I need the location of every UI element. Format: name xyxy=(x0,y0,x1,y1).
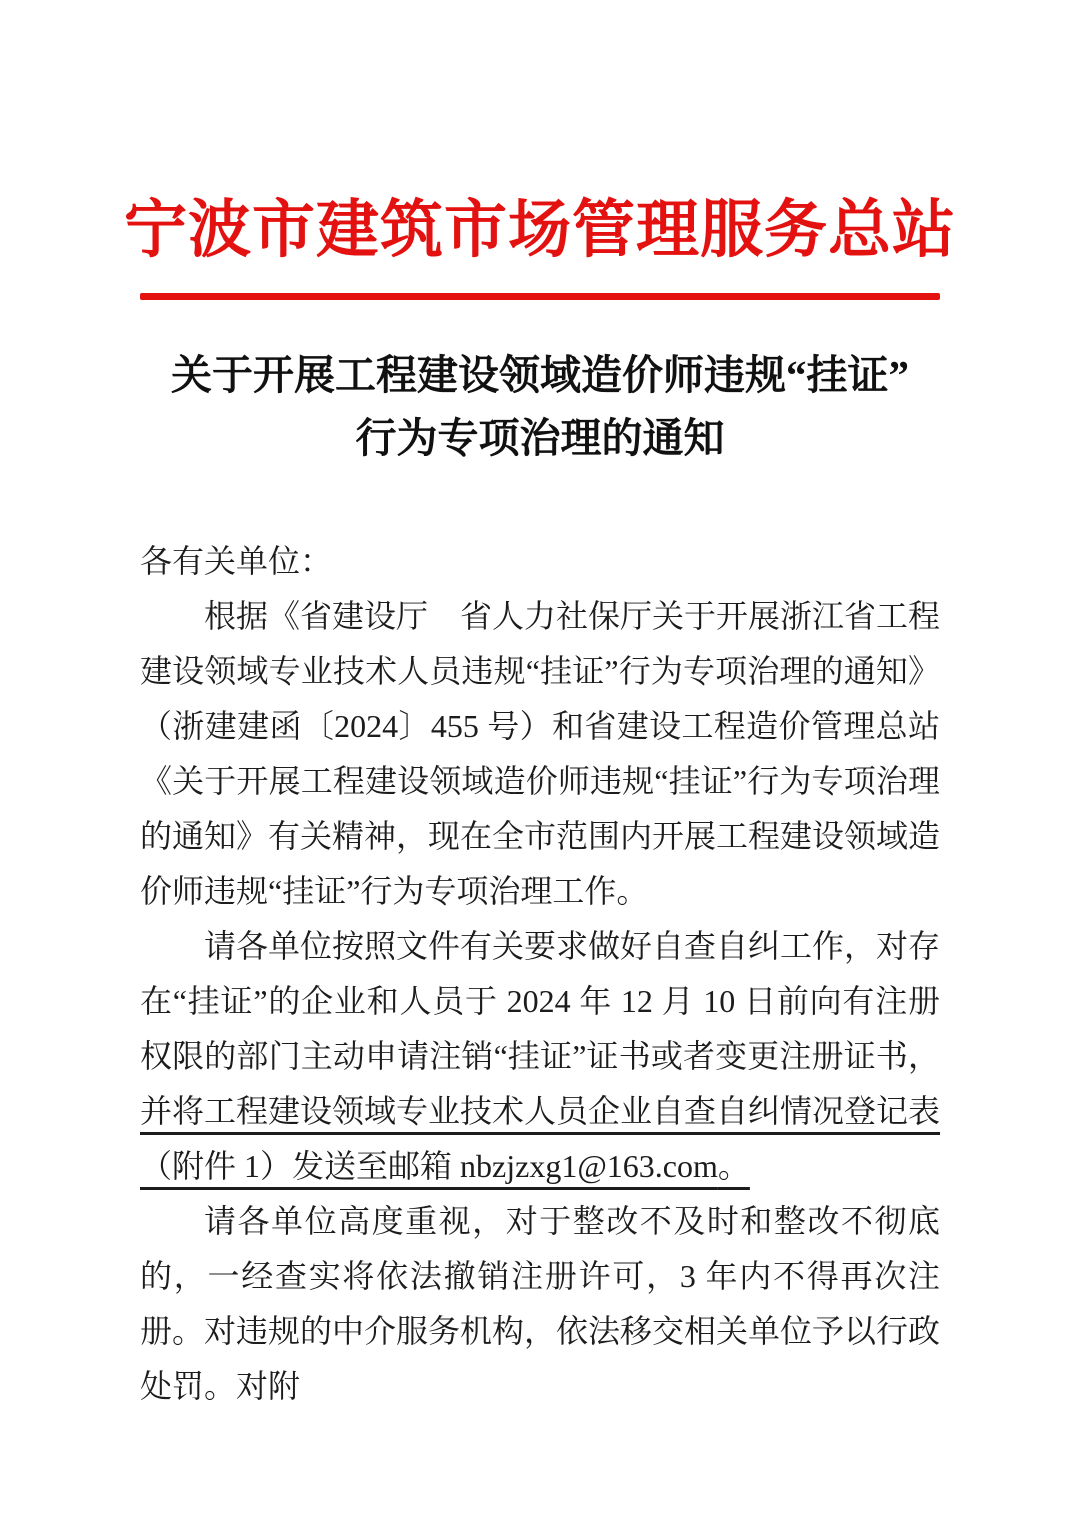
email-address: nbzjzxg1@163.com xyxy=(460,1148,718,1184)
salutation: 各有关单位： xyxy=(140,543,333,579)
paragraph-warning: 请各单位高度重视，对于整改不及时和整改不彻底的，一经查实将依法撤销注册许可，3 年内不得再次注册。对违规的中介服务机构，依法移交相关单位予以行政处罚。对附 xyxy=(140,1203,941,1404)
underlined-requirement: 并将工程建设领域专业技术人员企业自查自纠情况登记表（附件 1）发送至邮箱 xyxy=(140,1093,941,1184)
requirements-text: 请各单位按照文件有关要求做好自查自纠工作，对存在“挂证”的企业和人员于 2024 年 12 月 10 日前向有注册权限的部门主动申请注销“挂证”证书或者变更注册证书， xyxy=(140,928,941,1074)
letterhead-title: 宁波市建筑市场管理服务总站 xyxy=(124,195,956,265)
document-body xyxy=(140,534,940,1414)
paragraph-basis: 根据《省建设厅 省人力社保厅关于开展浙江省工程建设领域专业技术人员违规“挂证”行为专项治理的通知》（浙建建函〔2024〕455 号）和省建设工程造价管理总站《关于开展工程建设领域造价师违规“挂证”行为专项治理的通知》有关精神，现在全市范围内开展工程建设领域造价师违规“挂证”行为专项治理工作。 xyxy=(140,598,941,909)
paragraph-requirements xyxy=(140,919,940,1194)
letterhead-divider xyxy=(140,293,940,300)
underlined-requirement-end: 。 xyxy=(717,1148,750,1184)
document-title xyxy=(110,344,970,470)
document-title-line1: 关于开展工程建设领域造价师违规“挂证” xyxy=(171,352,909,398)
document-title-line2: 行为专项治理的通知 xyxy=(355,415,725,461)
